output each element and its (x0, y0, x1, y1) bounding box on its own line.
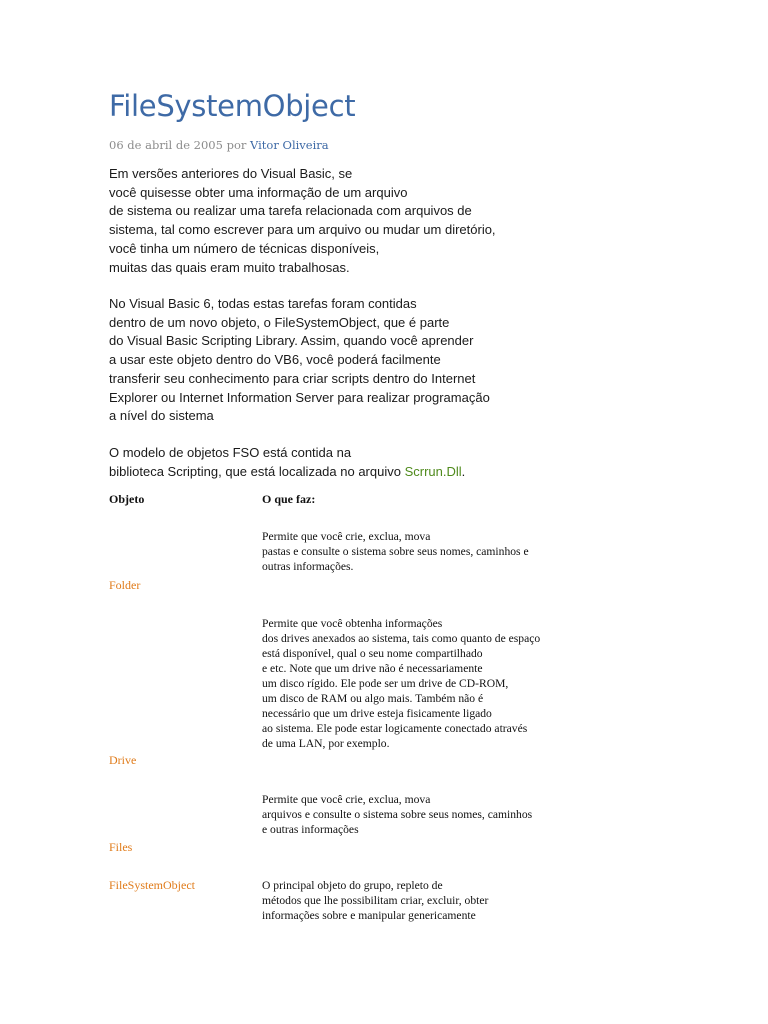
scrrun-dll-link[interactable]: Scrrun.Dll (404, 463, 462, 479)
description-line: um disco rígido. Ele pode ser um drive de CD-ROM, (262, 677, 509, 690)
paragraph-text: biblioteca Scripting, que está localizada no arquivo (109, 463, 405, 479)
filesystemobject-description (262, 878, 488, 923)
description-line: Permite que você obtenha informações (262, 617, 443, 630)
paragraph-line: O modelo de objetos FSO está contida na (109, 445, 352, 460)
description-line: informações sobre e manipular genericamente (262, 909, 476, 922)
paragraph-line: dentro de um novo objeto, o FileSystemObject, que é parte (109, 314, 450, 330)
description-line: está disponível, qual o seu nome compartilhado (262, 647, 483, 660)
paragraph-line: a usar este objeto dentro do VB6, você poderá facilmente (109, 352, 441, 368)
description-line: pastas e consulte o sistema sobre seus nomes, caminhos e (262, 545, 529, 558)
paragraph-line: do Visual Basic Scripting Library. Assim, quando você aprender (109, 333, 474, 349)
paragraph-line: de sistema ou realizar uma tarefa relacionada com arquivos de (109, 203, 472, 219)
article-date: 06 de abril de 2005 por (109, 138, 247, 152)
paragraph-line: a nível do sistema (109, 408, 214, 424)
object-name-folder[interactable]: Folder (109, 578, 141, 592)
paragraph-line (109, 463, 465, 482)
description-line: Permite que você crie, exclua, mova (262, 793, 431, 806)
paragraph-line: você tinha um número de técnicas disponíveis, (109, 240, 380, 256)
header-object: Objeto (109, 492, 145, 506)
paragraph-line: muitas das quais eram muito trabalhosas. (109, 259, 350, 275)
folder-description (262, 529, 529, 574)
author-link[interactable]: Vitor Oliveira (250, 138, 329, 152)
description-line: métodos que lhe possibilitam criar, excluir, obter (262, 894, 489, 907)
paragraph-period: . (461, 463, 466, 479)
description-line: de uma LAN, por exemplo. (262, 737, 390, 750)
paragraph-line: Em versões anteriores do Visual Basic, se (109, 166, 353, 181)
paragraph-line: sistema, tal como escrever para um arquivo ou mudar um diretório, (109, 222, 496, 238)
files-description (262, 792, 532, 837)
paragraph-line: Explorer ou Internet Information Server para realizar programação (109, 389, 490, 405)
article-byline (109, 137, 329, 153)
description-line: O principal objeto do grupo, repleto de (262, 879, 443, 892)
intro-paragraph (109, 165, 496, 277)
fso-model-paragraph (109, 444, 465, 481)
description-line: ao sistema. Ele pode estar logicamente conectado através (262, 722, 528, 735)
vb6-paragraph (109, 295, 490, 426)
header-what-it-does: O que faz: (262, 492, 316, 506)
description-line: dos drives anexados ao sistema, tais como quanto de espaço (262, 632, 541, 645)
description-line: e etc. Note que um drive não é necessariamente (262, 662, 483, 675)
description-line: outras informações. (262, 560, 354, 573)
article-title: FileSystemObject (109, 89, 356, 123)
paragraph-line: você quisesse obter uma informação de um arquivo (109, 184, 408, 200)
description-line: arquivos e consulte o sistema sobre seus nomes, caminhos (262, 808, 533, 821)
drive-description (262, 616, 540, 751)
description-line: e outras informações (262, 823, 359, 836)
object-name-filesystemobject[interactable]: FileSystemObject (109, 878, 195, 892)
description-line: um disco de RAM ou algo mais. Também não é (262, 692, 484, 705)
paragraph-line: transferir seu conhecimento para criar scripts dentro do Internet (109, 370, 476, 386)
description-line: necessário que um drive esteja fisicamente ligado (262, 707, 492, 720)
description-line: Permite que você crie, exclua, mova (262, 530, 431, 543)
object-name-drive[interactable]: Drive (109, 753, 137, 767)
paragraph-line: No Visual Basic 6, todas estas tarefas foram contidas (109, 296, 417, 311)
object-name-files[interactable]: Files (109, 840, 133, 854)
